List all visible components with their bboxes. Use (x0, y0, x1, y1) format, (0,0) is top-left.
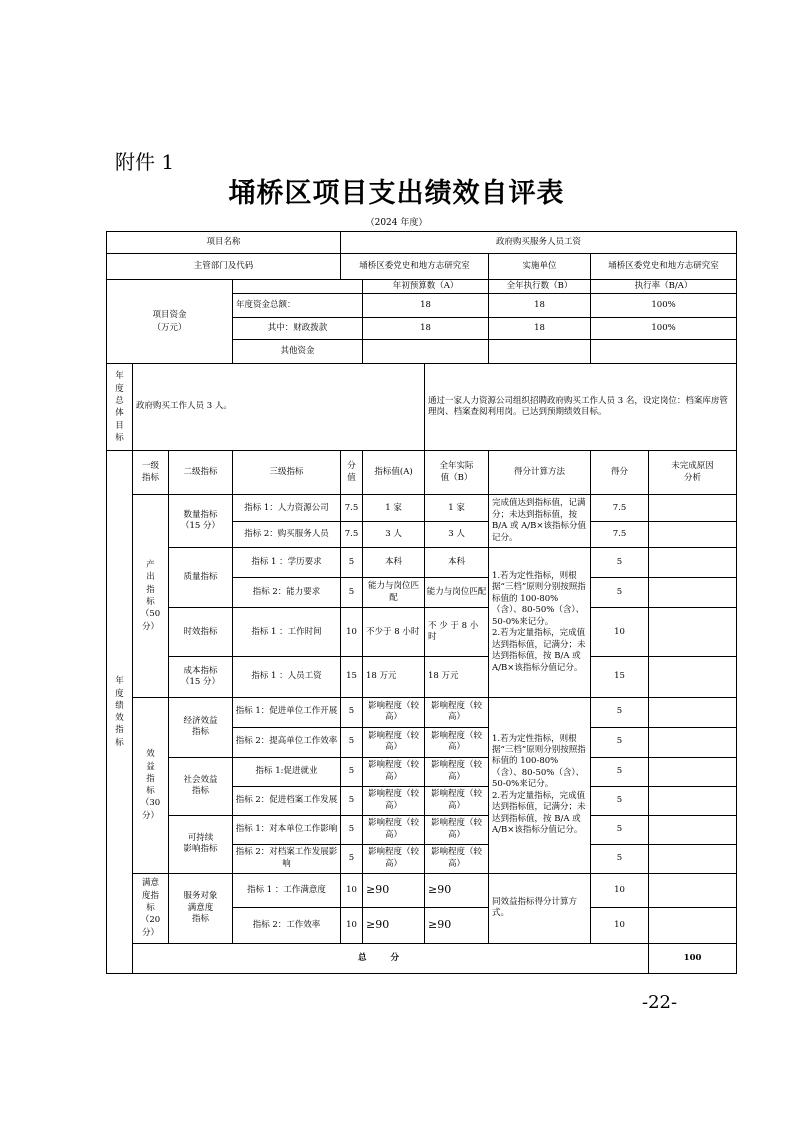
quality-label: 质量指标 (169, 548, 233, 608)
indicator-name: 指标 1 ：工作满意度 (233, 873, 341, 907)
funds-row-label: 其他资金 (233, 340, 363, 364)
indicator-actual: 影响程度（较高） (425, 815, 489, 844)
indicator-name: 指标 2：能力要求 (233, 578, 341, 608)
benefit-label: 效 益 指 标 （30 分） (133, 697, 169, 873)
indicator-name: 指标 1 ：工作时间 (233, 608, 341, 657)
attachment-label: 附件 1 (115, 150, 175, 174)
indicator-name: 指标 2：购买服务人员 (233, 522, 341, 548)
indicator-weight: 5 (341, 757, 363, 786)
sustain-label: 可持续 影响指标 (169, 815, 233, 873)
indicator-name: 指标 2：工作效率 (233, 907, 341, 943)
funds-b: 18 (489, 318, 591, 340)
indicator-actual: 影响程度（较高） (425, 697, 489, 727)
indicator-target: 影响程度（较高） (363, 786, 425, 815)
output-label: 产 出 指 标 （50 分） (133, 495, 169, 697)
indicator-target: 影响程度（较高） (363, 697, 425, 727)
indicator-target: 1 家 (363, 495, 425, 522)
indicator-name: 指标 2：对档案工作发展影响 (233, 844, 341, 873)
funds-row-label: 年度资金总额： (233, 294, 363, 318)
goal-label: 年 度 总 体 目 标 (107, 364, 133, 451)
indicator-actual: 影响程度（较高） (425, 786, 489, 815)
indicator-target: 影响程度（较高） (363, 727, 425, 757)
indicator-target: 影响程度（较高） (363, 757, 425, 786)
indicator-actual: 18 万元 (425, 657, 489, 697)
indicator-actual: 不 少 于 8 小时 (425, 608, 489, 657)
indicator-name: 指标 1：人力资源公司 (233, 495, 341, 522)
indicator-score: 5 (591, 844, 649, 873)
indicator-weight: 5 (341, 815, 363, 844)
indicator-weight: 7.5 (341, 522, 363, 548)
project-name-label: 项目名称 (107, 232, 341, 254)
indicator-actual: 能力与岗位匹配 (425, 578, 489, 608)
indicator-target: 3 人 (363, 522, 425, 548)
indicator-reason (649, 657, 737, 697)
benefit-method: 1.若为定性指标，则根据“三档”原则分别按照指标值的 100-80%（含）、80-50%（含）、50-0%来记分。 2.若为定量指标，完成值达到指标值，记满分；未达到指标值，按 B/A 或 A/B×该指标分值记分。 (489, 697, 591, 873)
indicator-target: 影响程度（较高） (363, 815, 425, 844)
form-year: （2024 年度） (365, 218, 428, 228)
indicator-reason (649, 495, 737, 522)
header-actual: 全年实际 值（B） (425, 451, 489, 495)
funds-row-label: 其中：财政拨款 (233, 318, 363, 340)
indicator-name: 指标 1：促进单位工作开展 (233, 697, 341, 727)
dept-value: 埇桥区委党史和地方志研究室 (341, 254, 489, 280)
header-level1: 一级 指标 (133, 451, 169, 495)
header-weight: 分 值 (341, 451, 363, 495)
funds-a: 18 (363, 294, 489, 318)
indicators-label: 年 度 绩 效 指 标 (107, 451, 133, 974)
output-method-a: 完成值达到指标值，记满分；未达到指标值，按 B/A 或 A/B×该指标分值记分。 (489, 495, 591, 548)
funds-rate: 100% (591, 294, 737, 318)
indicator-score: 5 (591, 757, 649, 786)
funds-col-b: 全年执行数（B） (489, 280, 591, 294)
indicator-weight: 15 (341, 657, 363, 697)
indicator-actual: ≥90 (425, 907, 489, 943)
indicator-reason (649, 522, 737, 548)
indicator-actual: 1 家 (425, 495, 489, 522)
indicator-reason (649, 786, 737, 815)
indicator-reason (649, 578, 737, 608)
goal-actual: 通过一家人力资源公司组织招聘政府购买工作人员 3 名，设定岗位：档案库房管理岗、档案查阅利用岗。已达到预期绩效目标。 (425, 364, 737, 451)
economic-label: 经济效益 指标 (169, 697, 233, 757)
indicator-score: 5 (591, 548, 649, 578)
header-reason: 未完成原因 分析 (649, 451, 737, 495)
indicator-weight: 10 (341, 608, 363, 657)
indicator-weight: 10 (341, 907, 363, 943)
social-label: 社会效益 指标 (169, 757, 233, 815)
total-label: 总分 (133, 943, 649, 973)
indicator-target: ≥90 (363, 873, 425, 907)
indicator-name: 指标 1:促进就业 (233, 757, 341, 786)
indicator-score: 5 (591, 815, 649, 844)
indicator-actual: 本科 (425, 548, 489, 578)
form-title: 埇桥区项目支出绩效自评表 (228, 178, 565, 209)
performance-table (106, 231, 737, 974)
indicator-name: 指标 2：促进档案工作发展 (233, 786, 341, 815)
indicator-actual: 影响程度（较高） (425, 727, 489, 757)
indicator-name: 指标 1 ：学历要求 (233, 548, 341, 578)
funds-blank-header (233, 280, 363, 294)
indicator-target: 影响程度（较高） (363, 844, 425, 873)
header-level2: 二级指标 (169, 451, 233, 495)
indicator-reason (649, 548, 737, 578)
satisfaction-label: 满意 度指 标 （20 分） (133, 873, 169, 943)
indicator-score: 10 (591, 608, 649, 657)
indicator-actual: ≥90 (425, 873, 489, 907)
time-label: 时效指标 (169, 608, 233, 657)
indicator-name: 指标 1 ：人员工资 (233, 657, 341, 697)
indicator-weight: 7.5 (341, 495, 363, 522)
header-level3: 三级指标 (233, 451, 341, 495)
impl-label: 实施单位 (489, 254, 591, 280)
indicator-target: 能力与岗位匹配 (363, 578, 425, 608)
indicator-score: 5 (591, 697, 649, 727)
funds-col-rate: 执行率（B/A） (591, 280, 737, 294)
indicator-reason (649, 815, 737, 844)
project-name: 政府购买服务人员工资 (341, 232, 737, 254)
indicator-actual: 影响程度（较高） (425, 757, 489, 786)
funds-a: 18 (363, 318, 489, 340)
indicator-score: 7.5 (591, 495, 649, 522)
indicator-name: 指标 2：提高单位工作效率 (233, 727, 341, 757)
indicator-score: 7.5 (591, 522, 649, 548)
indicator-weight: 5 (341, 548, 363, 578)
indicator-reason (649, 873, 737, 907)
quantity-label: 数量指标 （15 分） (169, 495, 233, 548)
indicator-reason (649, 757, 737, 786)
funds-label: 项目资金 （万元） (107, 280, 233, 364)
indicator-target: 18 万元 (363, 657, 425, 697)
indicator-reason (649, 727, 737, 757)
cost-label: 成本指标 （15 分） (169, 657, 233, 697)
total-score: 100 (649, 943, 737, 973)
impl-value: 埇桥区委党史和地方志研究室 (591, 254, 737, 280)
funds-col-a: 年初预算数（A） (363, 280, 489, 294)
goal-planned: 政府购买工作人员 3 人。 (133, 364, 425, 451)
indicator-score: 10 (591, 873, 649, 907)
indicator-weight: 5 (341, 844, 363, 873)
indicator-score: 5 (591, 727, 649, 757)
indicator-score: 15 (591, 657, 649, 697)
indicator-weight: 5 (341, 697, 363, 727)
header-target: 指标值(A) (363, 451, 425, 495)
indicator-target: ≥90 (363, 907, 425, 943)
output-method-b: 1.若为定性指标，则根据“三档”原则分别按照指标值的 100-80%（含）、80-50%（含）、50-0%来记分。 2.若为定量指标，完成值达到指标值，记满分；未达到指标值，按 B/A 或 A/B×该指标分值记分。 (489, 548, 591, 697)
indicator-score: 5 (591, 578, 649, 608)
indicator-weight: 5 (341, 786, 363, 815)
satisfaction-method: 同效益指标得分计算方式。 (489, 873, 591, 943)
indicator-target: 不少于 8 小时 (363, 608, 425, 657)
indicator-reason (649, 697, 737, 727)
indicator-weight: 5 (341, 578, 363, 608)
indicator-target: 本科 (363, 548, 425, 578)
indicator-weight: 5 (341, 727, 363, 757)
indicator-actual: 3 人 (425, 522, 489, 548)
dept-label: 主管部门及代码 (107, 254, 341, 280)
indicator-reason (649, 608, 737, 657)
indicator-reason (649, 907, 737, 943)
funds-rate: 100% (591, 318, 737, 340)
funds-a (363, 340, 489, 364)
indicator-weight: 10 (341, 873, 363, 907)
indicator-actual: 影响程度（较高） (425, 844, 489, 873)
indicator-score: 5 (591, 786, 649, 815)
funds-b (489, 340, 591, 364)
funds-rate (591, 340, 737, 364)
header-method: 得分计算方法 (489, 451, 591, 495)
indicator-reason (649, 844, 737, 873)
funds-b: 18 (489, 294, 591, 318)
satisfaction-sub-label: 服务对象 满意度 指标 (169, 873, 233, 943)
indicator-name: 指标 1：对本单位工作影响 (233, 815, 341, 844)
header-score: 得分 (591, 451, 649, 495)
indicator-score: 10 (591, 907, 649, 943)
page-number: -22- (642, 992, 678, 1013)
